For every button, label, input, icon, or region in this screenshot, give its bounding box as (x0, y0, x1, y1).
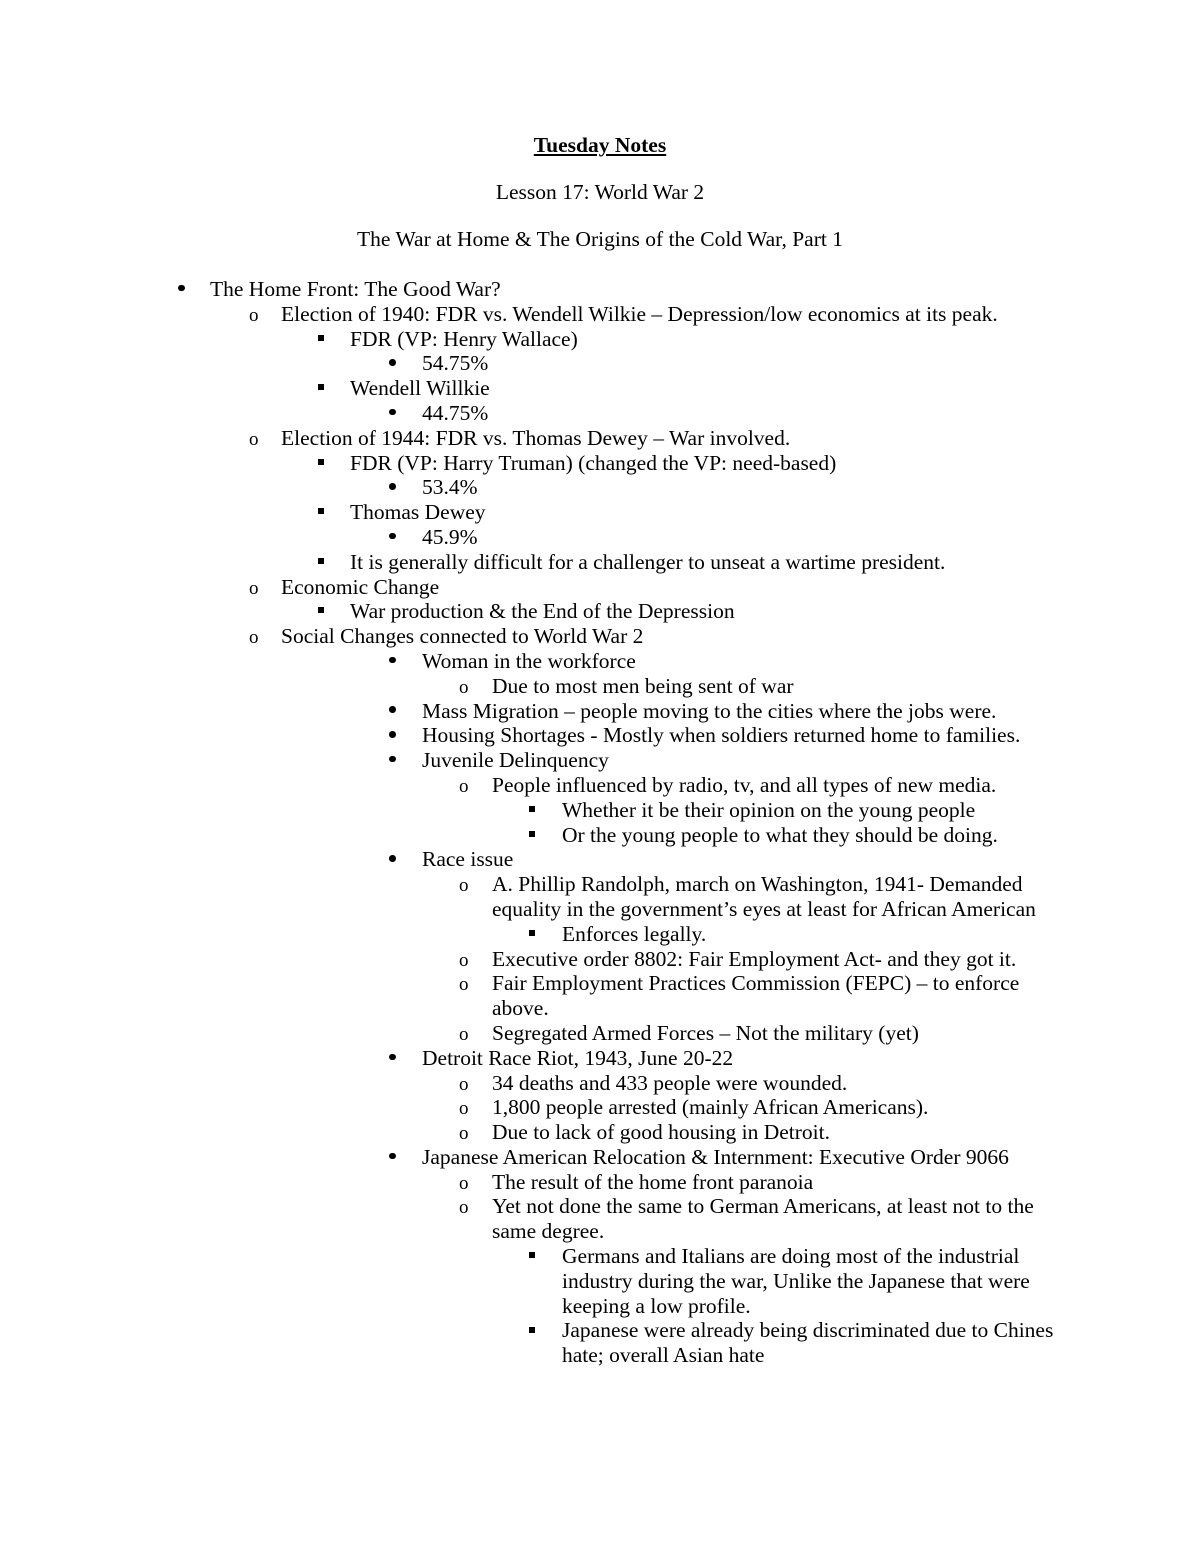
bullet-circle-icon: o (459, 1172, 469, 1194)
outline-item (459, 1071, 1063, 1096)
outline-item (389, 847, 1063, 872)
bullet-square-icon (318, 451, 348, 476)
page-title: Tuesday Notes (533, 133, 667, 157)
outline-item-text: Executive order 8802: Fair Employment Act- and they got it. (492, 946, 1017, 971)
bullet-square-icon (529, 798, 559, 823)
outline-item (389, 723, 1063, 748)
outline-item (318, 451, 1062, 476)
outline-item (459, 1095, 1063, 1120)
bullet-circle-icon: o (459, 1023, 469, 1045)
bullet-disc-icon (389, 649, 419, 674)
outline-item-text: Mass Migration – people moving to the cities where the jobs were. (422, 698, 997, 723)
bullet-circle-icon: o (459, 775, 469, 797)
outline-item (178, 277, 1062, 302)
bullet-disc-icon (389, 847, 419, 872)
outline-item-text: The Home Front: The Good War? (210, 277, 501, 301)
outline-item (389, 649, 1063, 674)
outline-item (459, 1120, 1063, 1145)
outline-item-text: 53.4% (422, 475, 478, 500)
bullet-square-icon (318, 376, 348, 401)
outline-item-text: It is generally difficult for a challenger to unseat a wartime president. (350, 549, 946, 574)
outline-item (389, 748, 1063, 773)
outline-item (459, 1194, 1063, 1244)
outline-item-text: A. Phillip Randolph, march on Washington, 1941- Demanded equality in the government’s eyes at least for African American (492, 872, 1036, 921)
topic-subtitle: The War at Home & The Origins of the Cold War, Part 1 (357, 227, 843, 251)
document-headings (0, 0, 1200, 252)
bullet-disc-icon (389, 351, 419, 376)
outline-item (318, 599, 1062, 624)
outline-item (389, 1046, 1063, 1071)
outline-item (529, 1318, 1063, 1368)
bullet-circle-icon: o (459, 676, 469, 698)
outline-item-text: Thomas Dewey (350, 500, 486, 525)
bullet-disc-icon (389, 475, 419, 500)
outline-item-text: Woman in the workforce (422, 648, 636, 673)
bullet-square-icon (318, 550, 348, 575)
outline-item (389, 699, 1063, 724)
outline-item (318, 327, 1062, 352)
outline-item-text: Race issue (422, 847, 514, 872)
outline-item-text: Segregated Armed Forces – Not the military (yet) (492, 1020, 919, 1045)
outline-item (389, 351, 1063, 376)
outline-item (459, 947, 1063, 972)
outline-item (389, 1145, 1063, 1170)
bullet-disc-icon (389, 1046, 419, 1071)
bullet-disc-icon (389, 401, 419, 426)
outline-item-text: Economic Change (281, 574, 440, 599)
lesson-subtitle: Lesson 17: World War 2 (495, 180, 705, 204)
outline-item (318, 550, 1062, 575)
bullet-circle-icon: o (459, 875, 469, 897)
outline-item-text: Enforces legally. (562, 921, 707, 946)
outline-item (529, 798, 1063, 823)
bullet-circle-icon: o (459, 1073, 469, 1095)
outline-list (0, 277, 1200, 1368)
bullet-square-icon (529, 823, 559, 848)
bullet-disc-icon (389, 1145, 419, 1170)
outline-item-text: The result of the home front paranoia (492, 1169, 814, 1194)
outline-item-text: FDR (VP: Harry Truman) (changed the VP: need-based) (350, 450, 837, 475)
outline-item-text: Election of 1940: FDR vs. Wendell Wilkie – Depression/low economics at its peak. (281, 301, 998, 326)
outline-item-text: People influenced by radio, tv, and all types of new media. (492, 772, 997, 797)
bullet-circle-icon: o (459, 949, 469, 971)
bullet-disc-icon (389, 723, 419, 748)
bullet-circle-icon: o (249, 627, 259, 649)
outline-item (529, 823, 1063, 848)
bullet-circle-icon: o (249, 304, 259, 326)
outline-item-text: 54.75% (422, 351, 489, 376)
outline-item-text: 1,800 people arrested (mainly African Americans). (492, 1095, 929, 1120)
outline-item-text: Juvenile Delinquency (422, 748, 609, 773)
outline-item-text: Election of 1944: FDR vs. Thomas Dewey – War involved. (281, 425, 791, 450)
outline-item (389, 475, 1063, 500)
bullet-square-icon (318, 599, 348, 624)
outline-item-text: FDR (VP: Henry Wallace) (350, 326, 578, 351)
outline-item-text: 45.9% (422, 524, 478, 549)
outline-item (318, 500, 1062, 525)
bullet-square-icon (318, 500, 348, 525)
outline-item (249, 575, 1062, 600)
outline-item (459, 674, 1063, 699)
outline-item-text: Whether it be their opinion on the young people (562, 797, 976, 822)
outline-item-text: Germans and Italians are doing most of the industrial industry during the war, Unlike the Japanese that were keeping a low profile. (562, 1244, 1030, 1318)
outline-item-text: 44.75% (422, 400, 489, 425)
bullet-circle-icon: o (459, 974, 469, 996)
bullet-circle-icon: o (459, 1123, 469, 1145)
outline-item (529, 1244, 1063, 1318)
outline-item-text: Yet not done the same to German Americans, at least not to the same degree. (492, 1194, 1034, 1244)
outline-item-text: War production & the End of the Depression (350, 599, 735, 624)
outline-item-text: Fair Employment Practices Commission (FEPC) – to enforce above. (492, 971, 1020, 1021)
bullet-disc-icon (389, 699, 419, 724)
outline-item (389, 401, 1063, 426)
outline-item (459, 1021, 1063, 1046)
outline-item-text: Housing Shortages - Mostly when soldiers returned home to families. (422, 723, 1021, 748)
outline-item (318, 376, 1062, 401)
bullet-circle-icon: o (249, 428, 259, 450)
bullet-circle-icon: o (459, 1197, 469, 1219)
outline-item-text: 34 deaths and 433 people were wounded. (492, 1070, 848, 1095)
outline-item (459, 971, 1063, 1021)
bullet-square-icon (529, 1244, 559, 1269)
bullet-circle-icon: o (249, 577, 259, 599)
bullet-disc-icon (389, 748, 419, 773)
outline-item (249, 302, 1062, 327)
bullet-square-icon (529, 922, 559, 947)
bullet-disc-icon (389, 525, 419, 550)
outline-item-text: Japanese were already being discriminated due to Chines hate; overall Asian hate (562, 1318, 1054, 1368)
outline-item (459, 872, 1063, 922)
outline-item (459, 1170, 1063, 1195)
outline-item-text: Due to lack of good housing in Detroit. (492, 1120, 830, 1145)
outline-item-text: Detroit Race Riot, 1943, June 20-22 (422, 1045, 734, 1070)
outline-item (249, 426, 1062, 451)
bullet-disc-icon (178, 277, 208, 302)
outline-item-text: Japanese American Relocation & Internment: Executive Order 9066 (422, 1144, 1009, 1169)
bullet-square-icon (318, 327, 348, 352)
outline-item-text: Social Changes connected to World War 2 (281, 624, 644, 649)
outline-item-text: Wendell Willkie (350, 376, 490, 401)
outline-item-text: Due to most men being sent of war (492, 673, 794, 698)
bullet-square-icon (529, 1318, 559, 1343)
outline-item (529, 922, 1063, 947)
bullet-circle-icon: o (459, 1098, 469, 1120)
outline-item (249, 624, 1062, 649)
outline-item-text: Or the young people to what they should be doing. (562, 822, 998, 847)
outline-item (389, 525, 1063, 550)
outline-item (459, 773, 1063, 798)
